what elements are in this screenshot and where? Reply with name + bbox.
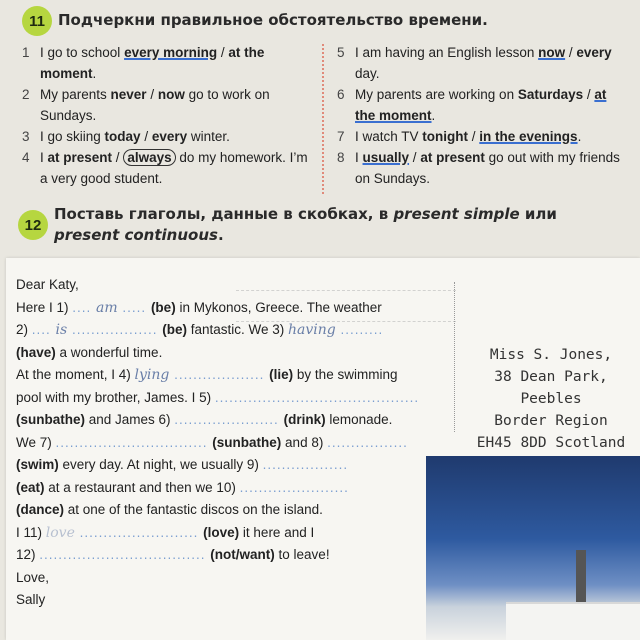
option-separator: / (140, 129, 152, 144)
title-tense-1: present simple (393, 205, 520, 223)
exercise-11-item (22, 126, 317, 147)
verb-hint: (lie) (269, 367, 294, 382)
text: and James 6) (85, 412, 175, 427)
text: At the moment, I 4) (16, 367, 135, 382)
item-text: I am having an English lesson (355, 45, 539, 60)
blank-6[interactable]: ...................... (174, 412, 284, 427)
item-text-end: . (577, 129, 582, 144)
text: by the swimming (293, 367, 398, 382)
option-separator: / (146, 87, 158, 102)
text: pool with my brother, James. I 5) (16, 389, 215, 405)
handwritten-answer-2: is (55, 322, 68, 338)
text: We 7) (16, 434, 56, 450)
exercise-11-item (337, 42, 627, 84)
option-1[interactable]: at present (47, 150, 113, 165)
letter-line: 2) .... is .................. (be) fantastic. We 3) having ......... (16, 322, 384, 338)
item-number: 6 (337, 87, 345, 102)
title-part: . (217, 226, 224, 244)
letter-line (16, 454, 456, 477)
title-tense-2: present continuous (54, 226, 218, 244)
option-separator: / (112, 150, 124, 165)
blank-10[interactable]: ....................... (239, 479, 349, 495)
option-separator: / (409, 150, 421, 165)
option-1[interactable]: tonight (422, 129, 469, 144)
handwritten-answer-4: lying (134, 367, 170, 383)
address-divider (454, 282, 455, 432)
exercise-11-item (337, 126, 627, 147)
item-number: 5 (337, 45, 345, 60)
text: every day. At night, we usually 9) (58, 457, 263, 472)
closing: Love, (16, 569, 50, 585)
item-number: 4 (22, 150, 30, 165)
verb-hint: (be) (150, 299, 176, 315)
option-separator: / (565, 45, 577, 60)
option-2[interactable]: every (576, 45, 612, 60)
item-text: My parents (40, 87, 111, 102)
item-text: I (355, 150, 363, 165)
text: 12) (16, 547, 40, 562)
item-text-end: day. (355, 66, 380, 81)
option-separator: / (583, 87, 595, 102)
item-text: I go skiing (40, 129, 105, 144)
text: it here and I (239, 524, 315, 540)
text: at one of the fantastic discos on the island. (64, 502, 323, 517)
exercise-11-badge: 11 (22, 6, 52, 36)
exercise-11-right-column (337, 42, 627, 189)
item-number: 2 (22, 87, 30, 102)
postcard (6, 258, 640, 640)
letter-line (16, 477, 456, 500)
item-text-end: go out with my friends on Sundays. (355, 150, 620, 186)
verb-hint: (dance) (16, 502, 65, 517)
letter-line (16, 409, 456, 432)
letter-line (16, 499, 456, 522)
option-separator: / (217, 45, 229, 60)
address-line: Miss S. Jones, (489, 347, 613, 363)
blank-12[interactable]: ................................... (39, 547, 211, 562)
option-2[interactable]: always (123, 149, 175, 166)
windmill-shape (576, 550, 586, 610)
letter-line (16, 544, 456, 567)
letter-line: Here I 1) .... am ..... (be) in Mykonos, Greece. The weather (16, 299, 382, 316)
exercise-11-item (22, 147, 317, 189)
exercise-11-title: Подчеркни правильное обстоятельство времени. (58, 11, 488, 29)
letter-line: I 11) love ......................... (love) it here and I (16, 524, 315, 541)
option-1[interactable]: now (538, 45, 566, 60)
option-2[interactable]: at present (420, 150, 485, 165)
item-text-end: . (431, 108, 436, 123)
blank-8[interactable]: ................. (327, 434, 408, 450)
item-text-end: go to work on Sundays. (40, 87, 270, 123)
title-part: Поставь глаголы, данные в скобках, в (54, 205, 394, 223)
item-text-end: do my homework. I’m a very good student. (40, 150, 308, 186)
text: 2) (16, 322, 32, 337)
title-part: или (519, 205, 557, 223)
address-line: 38 Dean Park, Peebles (494, 369, 608, 407)
option-1[interactable]: usually (362, 150, 410, 165)
option-1[interactable]: today (104, 129, 141, 144)
text: fantastic. We 3) (186, 322, 289, 337)
text: Here I 1) (16, 299, 73, 315)
option-1[interactable]: Saturdays (517, 87, 584, 102)
column-divider (322, 44, 324, 194)
text: lemonade. (325, 412, 393, 427)
item-number: 1 (22, 45, 30, 60)
item-text: I watch TV (355, 129, 423, 144)
white-house-shape (506, 602, 640, 640)
blank-7[interactable]: ................................ (55, 434, 213, 450)
text: to leave! (274, 547, 330, 562)
letter-text (16, 274, 456, 612)
option-1[interactable]: every morning (124, 45, 218, 60)
verb-hint: (drink) (283, 412, 326, 427)
item-number: 3 (22, 129, 30, 144)
item-text: My parents are working on (355, 87, 518, 102)
option-2[interactable]: now (157, 87, 185, 102)
letter-line (16, 432, 456, 455)
handwritten-answer-1: am (96, 299, 118, 316)
verb-hint: (eat) (16, 479, 45, 495)
blank-1[interactable]: .... (72, 299, 97, 315)
exercise-11-item (22, 84, 317, 126)
verb-hint: (love) (203, 524, 240, 540)
exercise-11-item (337, 147, 627, 189)
text: in Mykonos, Greece. The weather (175, 299, 382, 315)
option-1[interactable]: never (110, 87, 147, 102)
exercise-11-item (337, 84, 627, 126)
item-text-end: winter. (187, 129, 230, 144)
text: at a restaurant and then we 10) (44, 479, 240, 495)
option-2[interactable]: in the evenings (479, 129, 578, 144)
exercise-12-title (54, 204, 614, 246)
option-2[interactable]: every (151, 129, 188, 144)
item-text-end: . (92, 66, 97, 81)
option-2[interactable]: at the moment (40, 45, 265, 81)
greeting: Dear Katy, (16, 277, 79, 292)
verb-hint: (sunbathe) (16, 412, 85, 427)
verb-hint: (not/want) (210, 547, 275, 562)
text: I 11) (16, 524, 46, 540)
verb-hint: (swim) (16, 457, 59, 472)
exercise-11-item (22, 42, 317, 84)
island-photo (426, 456, 640, 640)
verb-hint: (have) (16, 344, 56, 360)
item-number: 8 (337, 150, 345, 165)
option-separator: / (468, 129, 480, 144)
item-text: I (40, 150, 48, 165)
text: and 8) (281, 434, 328, 450)
handwritten-answer-3: having (288, 322, 336, 338)
verb-hint: (sunbathe) (212, 434, 282, 450)
blank-9[interactable]: .................. (262, 457, 349, 472)
letter-line (16, 342, 456, 365)
exercise-12-badge: 12 (18, 210, 48, 240)
letter-line: At the moment, I 4) lying ................... (lie) by the swimming (16, 367, 398, 383)
verb-hint: (be) (162, 322, 187, 337)
blank-2[interactable]: .... (31, 322, 56, 337)
signature: Sally (16, 592, 46, 607)
exercise-11-left-column (22, 42, 317, 189)
handwritten-answer-11: love (45, 524, 75, 541)
address-line: EH45 8DD Scotland (476, 435, 626, 451)
blank-5[interactable]: ........................................... (214, 389, 420, 405)
text: a wonderful time. (55, 344, 163, 360)
letter-line (16, 387, 456, 410)
item-number: 7 (337, 129, 345, 144)
item-text: I go to school (40, 45, 125, 60)
address-line: Border Region (494, 413, 608, 429)
option-2[interactable]: at the moment (355, 87, 607, 123)
